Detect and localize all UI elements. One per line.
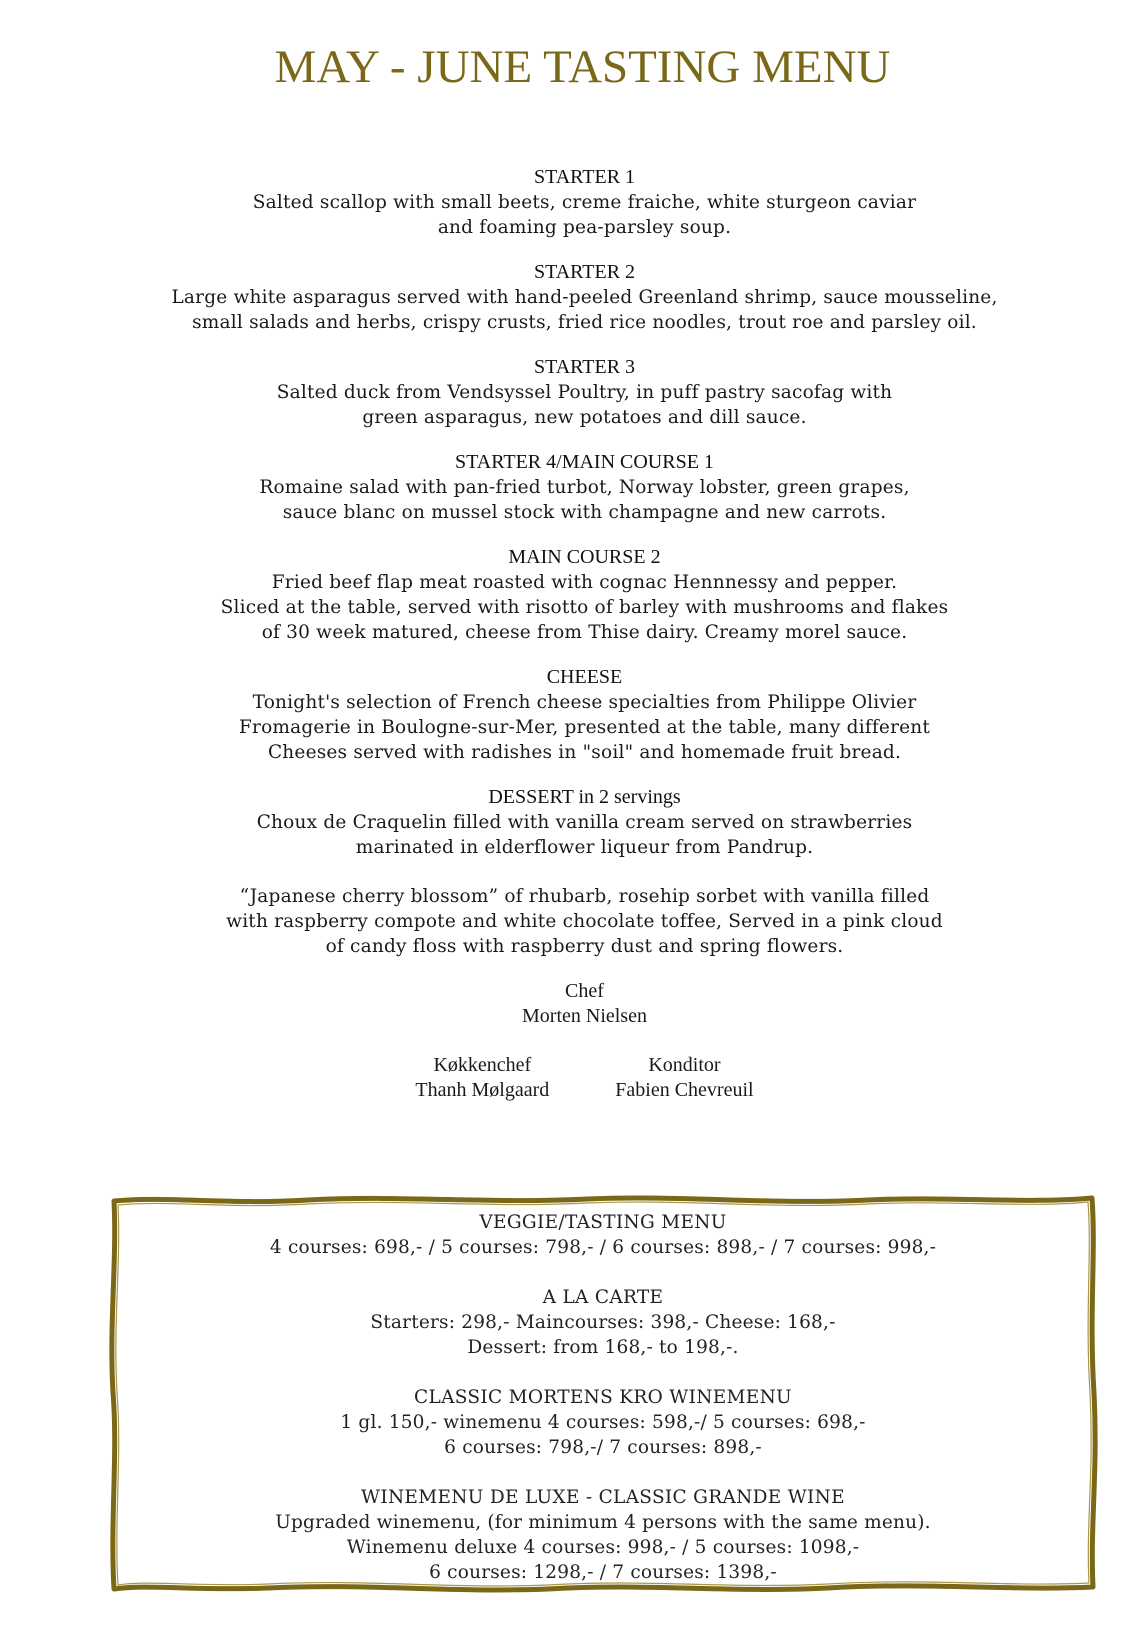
course-description: Large white asparagus served with hand-peeled Greenland shrimp, sauce mousseline, [171, 287, 998, 308]
price-winemenu-de-luxe [108, 1485, 1098, 1585]
course-description: of 30 week matured, cheese from Thise dairy. Creamy morel sauce. [261, 622, 908, 643]
price-title: CLASSIC MORTENS KRO WINEMENU [414, 1387, 792, 1408]
price-a-la-carte [108, 1285, 1098, 1360]
course-starter-2 [44, 260, 1125, 335]
course-dessert [44, 785, 1125, 959]
staff-name: Thanh Mølgaard [415, 1079, 550, 1101]
price-classic-winemenu [108, 1385, 1098, 1460]
chef-signature [44, 979, 1125, 1029]
course-description: Fromagerie in Boulogne-sur-Mer, presented at the table, many different [238, 717, 931, 738]
course-description: marinated in elderflower liqueur from Pandrup. [355, 837, 814, 858]
price-line: Dessert: from 168,- to 198,-. [467, 1337, 739, 1358]
course-title: MAIN COURSE 2 [508, 546, 661, 568]
course-description: Salted duck from Vendsyssel Poultry, in puff pastry sacofag with [276, 382, 893, 403]
course-title: CHEESE [546, 666, 623, 688]
page-title: MAY - JUNE TASTING MENU [274, 41, 891, 93]
signatures [44, 979, 1125, 1103]
price-line: Upgraded winemenu, (for minimum 4 persons with the same menu). [275, 1512, 931, 1533]
course-description: and foaming pea-parsley soup. [437, 217, 732, 238]
staff-row [44, 1053, 1125, 1103]
course-title: STARTER 4/MAIN COURSE 1 [455, 451, 714, 473]
course-description: Fried beef flap meat roasted with cognac Hennnessy and pepper. [271, 572, 898, 593]
course-description: “Japanese cherry blossom” of rhubarb, rosehip sorbet with vanilla filled [239, 886, 930, 907]
price-line: Starters: 298,- Maincourses: 398,- Cheese: 168,- [370, 1312, 836, 1333]
price-box [108, 1193, 1098, 1593]
tasting-menu [0, 165, 1125, 1103]
course-description: green asparagus, new potatoes and dill sauce. [362, 407, 807, 428]
course-starter-3 [44, 355, 1125, 430]
course-title: STARTER 2 [533, 261, 636, 283]
course-description: Tonight's selection of French cheese specialties from Philippe Olivier [252, 692, 917, 713]
price-line: Winemenu deluxe 4 courses: 998,- / 5 courses: 1098,- [346, 1537, 860, 1558]
course-title: STARTER 1 [533, 166, 636, 188]
price-line: 6 courses: 798,-/ 7 courses: 898,- [444, 1437, 762, 1458]
price-title: VEGGIE/TASTING MENU [479, 1212, 727, 1233]
price-line: 4 courses: 698,- / 5 courses: 798,- / 6 courses: 898,- / 7 courses: 998,- [269, 1237, 937, 1258]
course-description: of candy floss with raspberry dust and spring flowers. [325, 936, 844, 957]
course-description: Salted scallop with small beets, creme fraiche, white sturgeon caviar [252, 192, 917, 213]
staff-name: Fabien Chevreuil [615, 1079, 754, 1101]
course-description: Choux de Craquelin filled with vanilla cream served on strawberries [256, 812, 913, 833]
course-description: sauce blanc on mussel stock with champagne and new carrots. [282, 502, 887, 523]
course-description: with raspberry compote and white chocolate toffee, Served in a pink cloud [226, 911, 943, 932]
price-content [108, 1210, 1098, 1610]
course-starter-4-main-1 [44, 450, 1125, 525]
course-description: Cheeses served with radishes in "soil" and homemade fruit bread. [267, 742, 902, 763]
spacer [44, 860, 1125, 884]
price-veggie-tasting [108, 1210, 1098, 1260]
course-cheese [44, 665, 1125, 765]
staff-role: Konditor [648, 1054, 721, 1076]
price-line: 6 courses: 1298,- / 7 courses: 1398,- [429, 1562, 777, 1583]
course-description: small salads and herbs, crispy crusts, fried rice noodles, trout roe and parsley oil. [192, 312, 977, 333]
course-title: STARTER 3 [533, 356, 636, 378]
staff-konditor [615, 1053, 753, 1103]
course-starter-1 [44, 165, 1125, 240]
chef-name: Morten Nielsen [522, 1005, 647, 1027]
staff-role: Køkkenchef [433, 1054, 532, 1076]
staff-koekkenchef [415, 1053, 549, 1103]
course-main-2 [44, 545, 1125, 645]
price-line: 1 gl. 150,- winemenu 4 courses: 598,-/ 5 courses: 698,- [340, 1412, 866, 1433]
chef-role: Chef [565, 980, 604, 1002]
price-title: WINEMENU DE LUXE - CLASSIC GRANDE WINE [361, 1487, 845, 1508]
price-title: A LA CARTE [542, 1287, 664, 1308]
course-description: Sliced at the table, served with risotto of barley with mushrooms and flakes [220, 597, 949, 618]
course-title: DESSERT in 2 servings [488, 786, 681, 808]
course-description: Romaine salad with pan-fried turbot, Norway lobster, green grapes, [259, 477, 910, 498]
